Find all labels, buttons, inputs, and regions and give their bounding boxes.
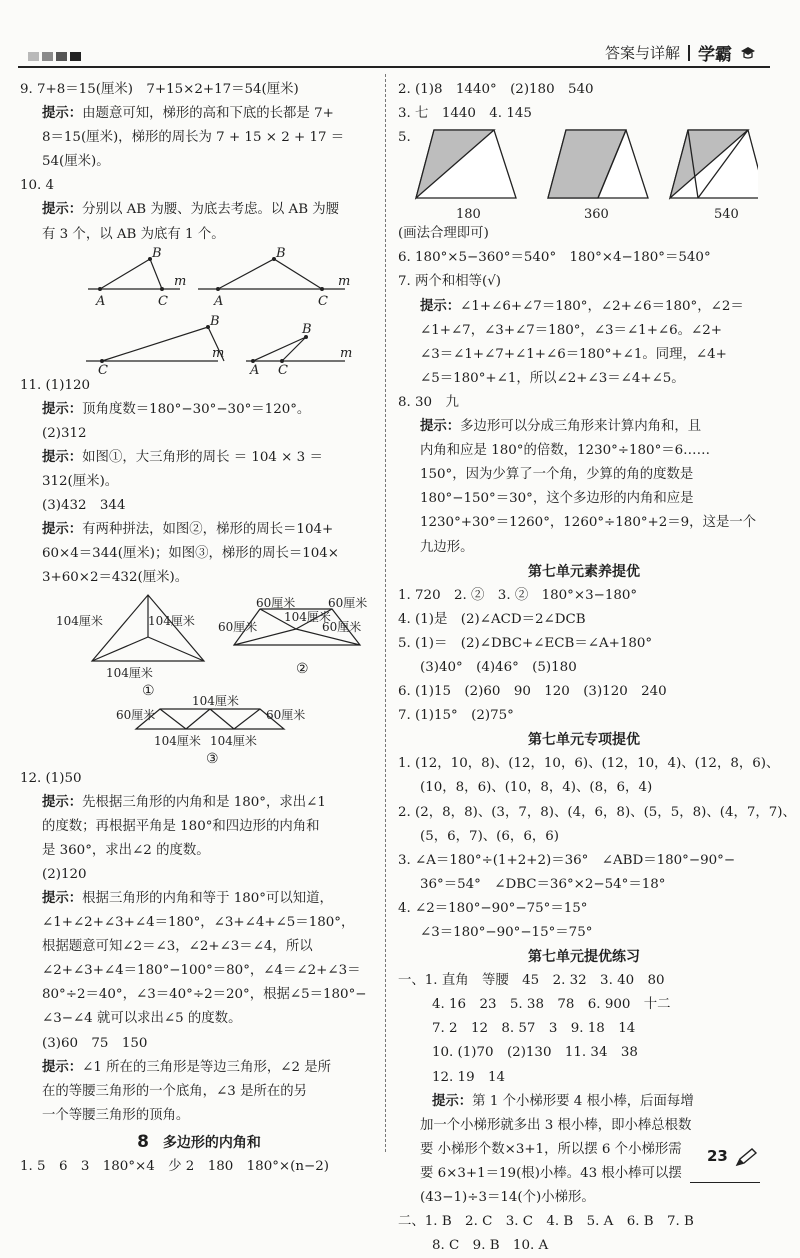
fig11-number: ① xyxy=(142,682,155,699)
answer-line: 6. 180°×5−360°＝540° 180°×4−180°＝540° xyxy=(398,250,711,266)
answer-line: (3)40° (4)46° (5)180 xyxy=(420,659,577,675)
page-number: 23 xyxy=(707,1147,728,1165)
answer-line: 的度数；再根据平角是 180°和四边形的内角和 xyxy=(42,818,320,834)
answer-line: 2. (2，8，8)、(3，7，8)、(4，6，8)、(5，5，8)、(4，7，7)、 xyxy=(398,804,796,820)
answer-line: 提示：由题意可知，梯形的高和下底的长都是 7+ xyxy=(42,106,334,122)
answer-line: 1. (12，10，8)、(12，10，6)、(12，10，4)、(12，8，6)、 xyxy=(398,756,780,772)
header-rule xyxy=(18,66,770,68)
figure-q10 xyxy=(20,247,380,374)
fig10-label: m xyxy=(340,345,353,361)
answer-line: 4. (1)是 (2)∠ACD＝2∠DCB xyxy=(398,611,586,627)
graduation-cap-icon xyxy=(740,45,756,61)
fig10-label: A xyxy=(96,293,106,309)
answer-line: 8＝15(厘米)，梯形的周长为 7 + 15 × 2 + 17 ＝ xyxy=(42,130,345,146)
fig11-label: 104厘米 xyxy=(210,733,257,748)
header-square xyxy=(28,52,39,61)
answer-line: (3)60 75 150 xyxy=(42,1035,148,1051)
fig10-label: B xyxy=(302,321,312,337)
hint-prefix: 提示： xyxy=(42,401,83,417)
header-square xyxy=(42,52,53,61)
answer-line: 加一个小梯形就多出 3 根小棒，即小棒总根数 xyxy=(420,1117,692,1133)
fig10-label: B xyxy=(152,246,162,261)
fig10-label: A xyxy=(250,362,260,374)
answer-line: 80°÷2＝40°，∠3＝40°÷2＝20°，根据∠5＝180°− xyxy=(42,987,367,1003)
section-7b-heading: 第七单元专项提优 xyxy=(528,732,640,749)
left-block-d xyxy=(20,1155,378,1179)
hint-prefix: 提示： xyxy=(420,298,461,314)
answer-line: 312(厘米)。 xyxy=(42,474,119,490)
answer-line: 提示：第 1 个小梯形要 4 根小棒，后面每增 xyxy=(432,1093,694,1109)
header-title-area xyxy=(605,40,756,65)
hint-prefix: 提示： xyxy=(42,1059,83,1075)
fig10-label: C xyxy=(98,362,108,374)
answer-line: 10. (1)70 (2)130 11. 34 38 xyxy=(432,1045,638,1061)
answer-line: 12. 19 14 xyxy=(432,1069,506,1085)
answer-line: 4. 16 23 5. 38 78 6. 900 十二 xyxy=(432,997,671,1013)
answer-line: 九边形。 xyxy=(420,539,474,555)
fig11-label: 104厘米 xyxy=(56,613,103,628)
fig10-label: m xyxy=(338,273,351,289)
section-7c-heading: 第七单元提优练习 xyxy=(528,949,640,966)
section-7a-heading: 第七单元素养提优 xyxy=(528,563,640,580)
section-8-heading xyxy=(20,1130,378,1155)
answer-line: 4. ∠2＝180°−90°−75°＝15° xyxy=(398,900,588,916)
hint-prefix: 提示： xyxy=(42,106,83,122)
fig11-number: ② xyxy=(296,660,309,677)
hint-prefix: 提示： xyxy=(420,419,461,435)
answer-line: 内角和应是 180°的倍数，1230°÷180°＝6…… xyxy=(420,443,710,459)
answer-line: 54(厘米)。 xyxy=(42,154,110,170)
fig5-label: 180 xyxy=(456,207,481,223)
answer-line: 根据题意可知∠2＝∠3，∠2+∠3＝∠4，所以 xyxy=(42,939,313,955)
answer-line: 10. 4 xyxy=(20,178,55,194)
answer-line: 3. 七 1440 4. 145 xyxy=(398,106,532,122)
answer-line: 要 6×3+1＝19(根)小棒。43 根小棒可以摆 xyxy=(420,1165,682,1181)
fig11-label: 60厘米 xyxy=(256,595,296,610)
answer-line: 5. (1)＝ (2)∠DBC+∠ECB＝∠A+180° xyxy=(398,635,653,651)
fig10-label: C xyxy=(318,293,328,309)
fig11-label: 104厘米 xyxy=(284,609,331,624)
fig5-label: 360 xyxy=(584,207,609,223)
section-8-title: 多边形的内角和 xyxy=(162,1134,261,1151)
header-square xyxy=(56,52,67,61)
answer-line: 3. ∠A＝180°÷(1+2+2)＝36° ∠ABD＝180°−90°− xyxy=(398,852,736,868)
answer-line: 7. (1)15° (2)75° xyxy=(398,708,514,724)
answer-line: 在的等腰三角形的一个底角，∠3 是所在的另 xyxy=(42,1083,308,1099)
fig11-label: 104厘米 xyxy=(192,693,239,708)
answer-line: 提示：∠1 所在的三角形是等边三角形，∠2 是所 xyxy=(42,1059,332,1075)
hint-prefix: 提示： xyxy=(42,890,83,906)
answer-line: 提示：∠1+∠6+∠7＝180°，∠2+∠6＝180°，∠2＝ xyxy=(420,298,744,314)
fig11-label: 60厘米 xyxy=(218,619,258,634)
figure-q11 xyxy=(20,591,380,767)
header-squares xyxy=(28,52,81,61)
answer-line: (画法合理即可) xyxy=(398,226,489,242)
answer-line: 提示：有两种拼法，如图②，梯形的周长＝104+ xyxy=(42,522,334,538)
answer-line: 11. (1)120 xyxy=(20,377,91,393)
answer-line: 150°，因为少算了一个角，少算的角的度数是 xyxy=(420,467,694,483)
footer-rule xyxy=(690,1182,760,1183)
answer-line: 有 3 个，以 AB 为底有 1 个。 xyxy=(42,226,225,242)
answer-line: (43−1)÷3＝14(个)小梯形。 xyxy=(420,1190,595,1206)
answer-line: ∠3−∠4 就可以求出∠5 的度数。 xyxy=(42,1011,242,1027)
fig11-label: 104厘米 xyxy=(154,733,201,748)
answer-line: ∠3＝∠1+∠7+∠1+∠6＝180°+∠1。同理，∠4+ xyxy=(420,346,727,362)
answer-line: 是 360°，求出∠2 的度数。 xyxy=(42,842,210,858)
fig10-label: A xyxy=(214,293,224,309)
answer-line: 1. 720 2. ② 3. ② 180°×3−180° xyxy=(398,587,638,603)
answer-line: 提示：多边形可以分成三角形来计算内角和，且 xyxy=(420,419,702,435)
left-block-a xyxy=(20,78,378,247)
fig11-number: ③ xyxy=(206,750,219,767)
hint-prefix: 提示： xyxy=(42,794,83,810)
answer-line: ∠1+∠7，∠3+∠7＝180°，∠3＝∠1+∠6。∠2+ xyxy=(420,322,723,338)
right-block-b xyxy=(398,222,770,559)
answer-line: 提示：顶角度数＝180°−30°−30°＝120°。 xyxy=(42,401,311,417)
figure-q5 xyxy=(398,126,758,222)
header-square xyxy=(70,52,81,61)
answer-line: ∠3＝180°−90°−15°＝75° xyxy=(420,925,593,940)
answer-line: 8. 30 九 xyxy=(398,394,459,410)
answer-line: 1230°+30°＝1260°，1260°÷180°+2＝9，这是一个 xyxy=(420,515,757,531)
answer-line: (3)432 344 xyxy=(42,498,126,514)
hint-prefix: 提示： xyxy=(432,1093,473,1109)
fig11-label: 60厘米 xyxy=(116,707,156,722)
answer-line: 5. xyxy=(398,130,411,146)
answer-line: (5，6，7)、(6，6，6) xyxy=(420,828,559,844)
header-title: 答案与详解 xyxy=(604,44,680,62)
answer-line: ∠2+∠3+∠4＝180°−100°＝80°，∠4＝∠2+∠3＝ xyxy=(42,963,361,979)
left-column xyxy=(20,78,378,1179)
answer-line: 8. C 9. B 10. A xyxy=(432,1238,549,1254)
right-block-c xyxy=(398,584,770,729)
answer-line: 2. (1)8 1440° (2)180 540 xyxy=(398,82,594,97)
answer-line: 二、1. B 2. C 3. C 4. B 5. A 6. B 7. B xyxy=(398,1214,694,1230)
fig10-label: m xyxy=(174,273,187,289)
answer-line: 7. 两个和相等(√) xyxy=(398,274,501,290)
answer-line: 一、1. 直角 等腰 45 2. 32 3. 40 80 xyxy=(398,973,665,989)
answer-line: 3+60×2＝432(厘米)。 xyxy=(42,570,189,586)
answer-line: (2)312 xyxy=(42,425,87,441)
answer-line: 12. (1)50 xyxy=(20,770,82,786)
answer-line: 提示：先根据三角形的内角和是 180°，求出∠1 xyxy=(42,794,326,810)
answer-line: 要 小梯形个数×3+1，所以摆 6 个小梯形需 xyxy=(420,1141,682,1157)
header-separator xyxy=(688,45,690,61)
right-block-d xyxy=(398,752,796,945)
fig11-label: 104厘米 xyxy=(106,665,153,680)
brand-logo: 学霸 xyxy=(698,45,732,65)
answer-line: (10，8，6)、(10，8，4)、(8，6，4) xyxy=(420,780,653,796)
section-8-number: 8 xyxy=(137,1131,149,1152)
answer-line: 9. 7+8＝15(厘米) 7+15×2+17＝54(厘米) xyxy=(20,82,299,97)
left-block-c xyxy=(20,767,378,1128)
answer-line: 180°−150°＝30°，这个多边形的内角和应是 xyxy=(420,491,694,507)
fig11-label: 60厘米 xyxy=(328,595,368,610)
fig11-label: 60厘米 xyxy=(266,707,306,722)
answer-line: 提示：分别以 AB 为腰、为底去考虑。以 AB 为腰 xyxy=(42,202,340,218)
answer-line: ∠1+∠2+∠3+∠4＝180°，∠3+∠4+∠5＝180°， xyxy=(42,915,355,931)
hint-prefix: 提示： xyxy=(42,449,83,465)
fig5-label: 540 xyxy=(714,207,739,223)
answer-line: (2)120 xyxy=(42,866,87,882)
answer-line: 提示：根据三角形的内角和等于 180°可以知道， xyxy=(42,890,333,906)
answer-line: 36°＝54° ∠DBC＝36°×2−54°＝18° xyxy=(420,876,666,892)
answer-line: 1. 5 6 3 180°×4 少 2 180 180°×(n−2) xyxy=(20,1159,329,1174)
answer-line: 6. (1)15 (2)60 90 120 (3)120 240 xyxy=(398,684,667,700)
fig11-label: 104厘米 xyxy=(148,613,195,628)
fig10-label: m xyxy=(212,345,225,361)
hint-prefix: 提示： xyxy=(42,522,83,538)
answer-line: 60×4＝344(厘米)；如图③，梯形的周长＝104× xyxy=(42,546,340,562)
pencil-icon xyxy=(735,1147,759,1167)
answer-line: ∠5＝180°+∠1，所以∠2+∠3＝∠4+∠5。 xyxy=(420,370,685,386)
fig10-label: C xyxy=(158,293,168,309)
fig11-label: 60厘米 xyxy=(322,619,362,634)
right-column xyxy=(398,78,796,1258)
hint-prefix: 提示： xyxy=(42,202,83,218)
right-block-e xyxy=(398,969,770,1258)
fig10-label: B xyxy=(210,313,220,329)
column-divider xyxy=(385,74,386,1152)
fig10-label: B xyxy=(276,246,286,261)
answer-line: 一个等腰三角形的顶角。 xyxy=(42,1107,190,1123)
answer-line: 提示：如图①，大三角形的周长 ＝ 104 × 3 ＝ xyxy=(42,449,323,465)
answer-line: 7. 2 12 8. 57 3 9. 18 14 xyxy=(432,1021,636,1037)
left-block-b xyxy=(20,374,378,591)
fig10-label: C xyxy=(278,362,288,374)
